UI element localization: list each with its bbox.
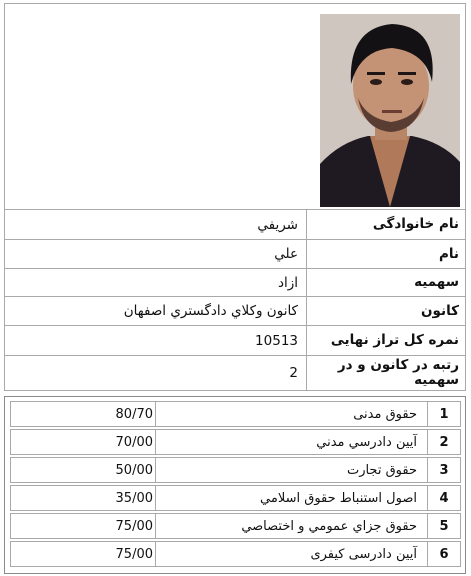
subject-name: حقوق جزاي عمومي و اختصاصي <box>156 514 428 538</box>
subject-name: حقوق تجارت <box>156 458 428 482</box>
grades-table <box>4 396 466 574</box>
field-row-bar <box>5 297 465 326</box>
quota-label: سهمیه <box>414 274 459 290</box>
subject-name: حقوق مدنی <box>156 402 428 426</box>
photo-cell <box>5 4 465 210</box>
row-number: 5 <box>439 518 449 534</box>
field-row-quota <box>5 269 465 297</box>
firstname-value: علي <box>5 240 307 268</box>
grade-score: 70/00 <box>11 430 156 454</box>
row-number: 2 <box>439 434 449 450</box>
table-row <box>10 429 461 455</box>
lastname-value: شريفي <box>5 210 307 239</box>
lastname-label: نام خانوادگی <box>372 216 459 232</box>
bar-label: کانون <box>421 302 459 319</box>
subject-name: آيين دادرسي مدني <box>156 430 428 454</box>
subject-name: آيين دادرسی کیفری <box>156 542 428 566</box>
grade-score: 75/00 <box>11 514 156 538</box>
grade-score: 35/00 <box>11 486 156 510</box>
total-score-value: 10513 <box>5 326 307 355</box>
row-number: 3 <box>439 462 449 478</box>
table-row <box>10 541 461 567</box>
rank-value: 2 <box>5 356 307 390</box>
field-row-firstname <box>5 240 465 269</box>
rank-label: رتبه در کانون و در سهمیه <box>337 357 459 388</box>
table-row <box>10 513 461 539</box>
profile-photo <box>320 14 460 207</box>
table-row <box>10 457 461 483</box>
field-row-score <box>5 326 465 356</box>
field-row-lastname <box>5 210 465 240</box>
row-number: 4 <box>439 490 449 506</box>
row-number: 1 <box>439 406 449 422</box>
row-number: 6 <box>439 546 449 562</box>
subject-name: اصول استنباط حقوق اسلامي <box>156 486 428 510</box>
bar-value: کانون وکلاي دادگستري اصفهان <box>5 297 307 325</box>
profile-card <box>4 3 466 391</box>
field-row-rank <box>5 356 465 390</box>
firstname-label: نام <box>438 245 459 262</box>
grade-score: 75/00 <box>11 542 156 566</box>
table-row <box>10 485 461 511</box>
grade-score: 80/70 <box>11 402 156 426</box>
total-score-label: نمره کل تراز نهایی <box>330 332 459 348</box>
table-row <box>10 401 461 427</box>
quota-value: ازاد <box>5 269 307 296</box>
grade-score: 50/00 <box>11 458 156 482</box>
